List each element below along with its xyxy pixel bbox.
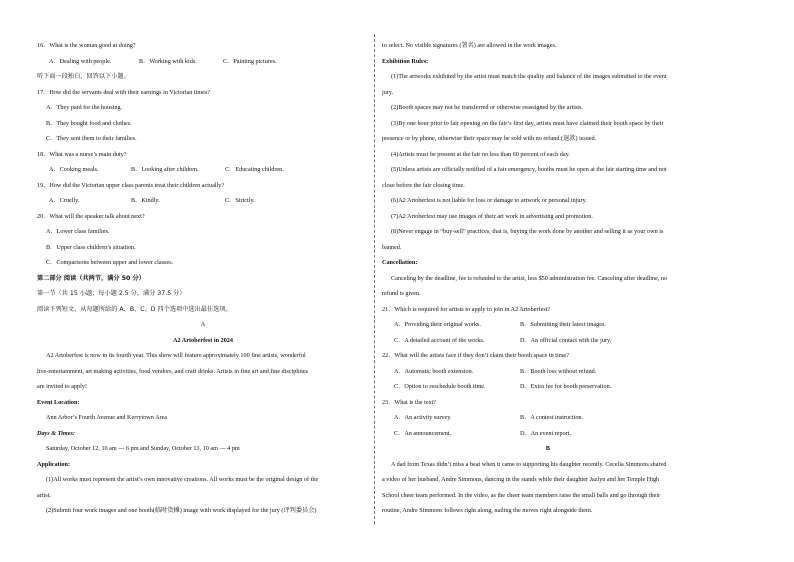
question-18-stem: 18．What was a nurse’s main duty? bbox=[37, 150, 127, 158]
option-c: C．Comparisons between upper and lower classes. bbox=[46, 259, 174, 266]
passage-intro: A2 Artoberfest is now in its fourth year. This show will feature approximately 100 fine artists, wonderful bbox=[46, 352, 306, 359]
question-16-options bbox=[37, 54, 369, 70]
days-times-label: Days & Times: bbox=[37, 429, 75, 437]
rule-7: (7)A2 Artoberfest may use images of their art work in advertising and promotion. bbox=[391, 212, 593, 220]
option-c: C．An announcement. bbox=[394, 429, 452, 437]
option-b: B．Booth loss without refund. bbox=[520, 367, 597, 375]
question-17-stem: 17．How did the servants deal with their earnings in Victorian times? bbox=[37, 88, 211, 96]
rule-4: (4)Artists must be present at the fair no less than 60 percent of each day. bbox=[391, 150, 570, 158]
passage-title: A2 Artoberfest in 2024 bbox=[173, 336, 233, 344]
question-21-options bbox=[382, 317, 714, 333]
section-one-heading: 第一节（共 15 小题；每小题 2.5 分，满分 37.5 分） bbox=[37, 290, 186, 297]
passage-b-text: School cheer team performed. In the video, as the cheer team members raise the small balls and go through their bbox=[382, 491, 661, 499]
option-a: A．Lower class families. bbox=[46, 228, 110, 235]
option-b: B．A contest instruction. bbox=[520, 414, 584, 421]
rule-3: (3)By one hour prior to fair opening on the fair’s first day, artists must have claimed their booth space by their bbox=[391, 119, 664, 127]
question-23-stem: 23．What is the text? bbox=[382, 398, 437, 406]
application-rule-1: artist. bbox=[37, 491, 51, 499]
rule-1: jury. bbox=[382, 88, 394, 96]
option-a: A．Dealing with people. bbox=[49, 57, 112, 65]
question-19-stem: 19．How did the Victorian upper class parents treat their children actually? bbox=[37, 181, 225, 189]
option-c: C．A detailed account of the works. bbox=[394, 336, 485, 344]
rule-1: (1)The artworks exhibited by the artist must match the quality and balance of the images submitted to the event bbox=[391, 73, 667, 80]
column-divider bbox=[374, 34, 375, 524]
option-c: C．Educating children. bbox=[225, 166, 284, 173]
option-c: C．Painting pictures. bbox=[223, 57, 277, 65]
option-d: D．An official contact with the jury. bbox=[520, 336, 612, 344]
option-d: D．An event report. bbox=[520, 429, 572, 437]
rule-6: (6)A2 Artoberfest is not liable for loss or damage to artwork or personal injury. bbox=[391, 197, 587, 204]
part-two-title: 第二部分 阅读（共两节，满分 50 分） bbox=[37, 274, 145, 282]
passage-b-text: a video of her husband, Andre Simmons, dancing in the stands while their daughter Jazlyn and her Temple High bbox=[382, 476, 660, 483]
question-21-options bbox=[382, 333, 714, 349]
question-19-options bbox=[37, 193, 369, 209]
option-c: C．Option to reschedule booth time. bbox=[394, 383, 486, 390]
passage-letter: A bbox=[200, 321, 206, 328]
event-location: Ann Arbor’s Fourth Avenue and Kerrytown Area bbox=[46, 414, 168, 421]
days-times: Saturday, October 12, 10 am — 6 pm and Sunday, October 13, 10 am — 4 pm bbox=[46, 445, 240, 452]
application-rule-2: (2)Submit four work images and one booth(临时货摊) image with work displayed for the jury (评判委员会) bbox=[46, 507, 317, 514]
rule-8: (8)Never engage in “buy-sell” practices, that is, buying the work done by another and selling it as your own is bbox=[391, 228, 664, 235]
option-b: B．Working with kids. bbox=[139, 57, 197, 65]
option-b: B．Kindly. bbox=[131, 197, 160, 204]
question-21-stem: 21．Which is required for artists to apply to join in A2 Artoberfest? bbox=[382, 305, 551, 313]
option-a: A．An activity survey. bbox=[394, 414, 452, 421]
option-c: C．They sent them to their families. bbox=[46, 135, 137, 142]
option-a: A．Cooking meals. bbox=[49, 166, 99, 173]
question-23-options bbox=[382, 410, 714, 426]
left-column bbox=[37, 38, 369, 519]
event-location-label: Event Location: bbox=[37, 398, 80, 406]
option-b: B．Submitting their latest images. bbox=[520, 321, 606, 328]
question-20-stem: 20．What will the speaker talk about next? bbox=[37, 212, 145, 220]
passage-b-text: A dad from Texas didn’t miss a beat when it came to supporting his daughter recently. Cecelia Simmons shared bbox=[391, 460, 667, 468]
reading-instruction: 阅读下列短文，从每题所给的 A、B、C、D 四个选项中选出最佳选项。 bbox=[37, 305, 232, 313]
question-22-stem: 22．What will the artists face if they don’t claim their booth space in time? bbox=[382, 352, 570, 359]
passage-intro: are invited to apply! bbox=[37, 383, 87, 390]
passage-b-letter: B bbox=[545, 445, 551, 452]
rule-3: presence or by phone, otherwise their space may be sold with no refund (退款) issued. bbox=[382, 135, 597, 142]
option-d: D．Extra fee for booth preservation. bbox=[520, 383, 612, 390]
question-18-options bbox=[37, 162, 369, 178]
rule-8: banned. bbox=[382, 243, 402, 251]
application-label: Application: bbox=[37, 460, 71, 468]
option-a: A．They paid for the housing. bbox=[46, 104, 123, 111]
rule-2: (2)Booth spaces may not be transferred or otherwise reassigned by the artists. bbox=[391, 104, 584, 111]
cancellation-text: refund is given. bbox=[382, 290, 421, 297]
question-23-options bbox=[382, 426, 714, 442]
application-rule-2-continued: to select. No visible signatures (署名) are allowed in the work images. bbox=[382, 42, 557, 49]
question-22-options bbox=[382, 364, 714, 380]
option-c: C．Strictly. bbox=[225, 197, 255, 204]
option-a: A．Cruelly. bbox=[49, 197, 80, 204]
cancellation-label: Cancellation: bbox=[382, 259, 418, 266]
option-b: B．Upper class children’s situation. bbox=[46, 243, 136, 251]
cancellation-text: Canceling by the deadline, fee is refunded to the artist, less $50 administration fee. Canceling after deadline, no bbox=[391, 274, 668, 282]
option-a: A．Providing their original works. bbox=[394, 321, 481, 328]
option-b: B．Looking after children. bbox=[131, 166, 199, 173]
application-rule-1: (1)All works must represent the artist’s own innovative creations. All works must be the original design of the bbox=[46, 476, 319, 483]
passage-intro: live-entertainment, art making activities, food vendors, and craft drinks. Artists in fine art and fine disciplines bbox=[37, 367, 308, 375]
question-16-stem: 16．What is the woman good at doing? bbox=[37, 42, 136, 49]
rule-5: close before the fair closing time. bbox=[382, 181, 465, 189]
option-b: B．They bought food and clothes. bbox=[46, 119, 132, 127]
rule-5: (5)Unless artists are officially notified of a fair emergency, booths must be open at the fair starting time and not bbox=[391, 166, 667, 173]
right-column bbox=[382, 38, 714, 519]
question-22-options bbox=[382, 379, 714, 395]
exhibition-rules-label: Exhibition Rules: bbox=[382, 57, 429, 65]
passage-b-text: routine, Andre Simmons follows right along, nailing the moves right alongside them. bbox=[382, 507, 593, 514]
option-a: A．Automatic booth extension. bbox=[394, 367, 474, 375]
listening-instruction: 听下面一段独白，回答以下小题。 bbox=[37, 73, 130, 80]
